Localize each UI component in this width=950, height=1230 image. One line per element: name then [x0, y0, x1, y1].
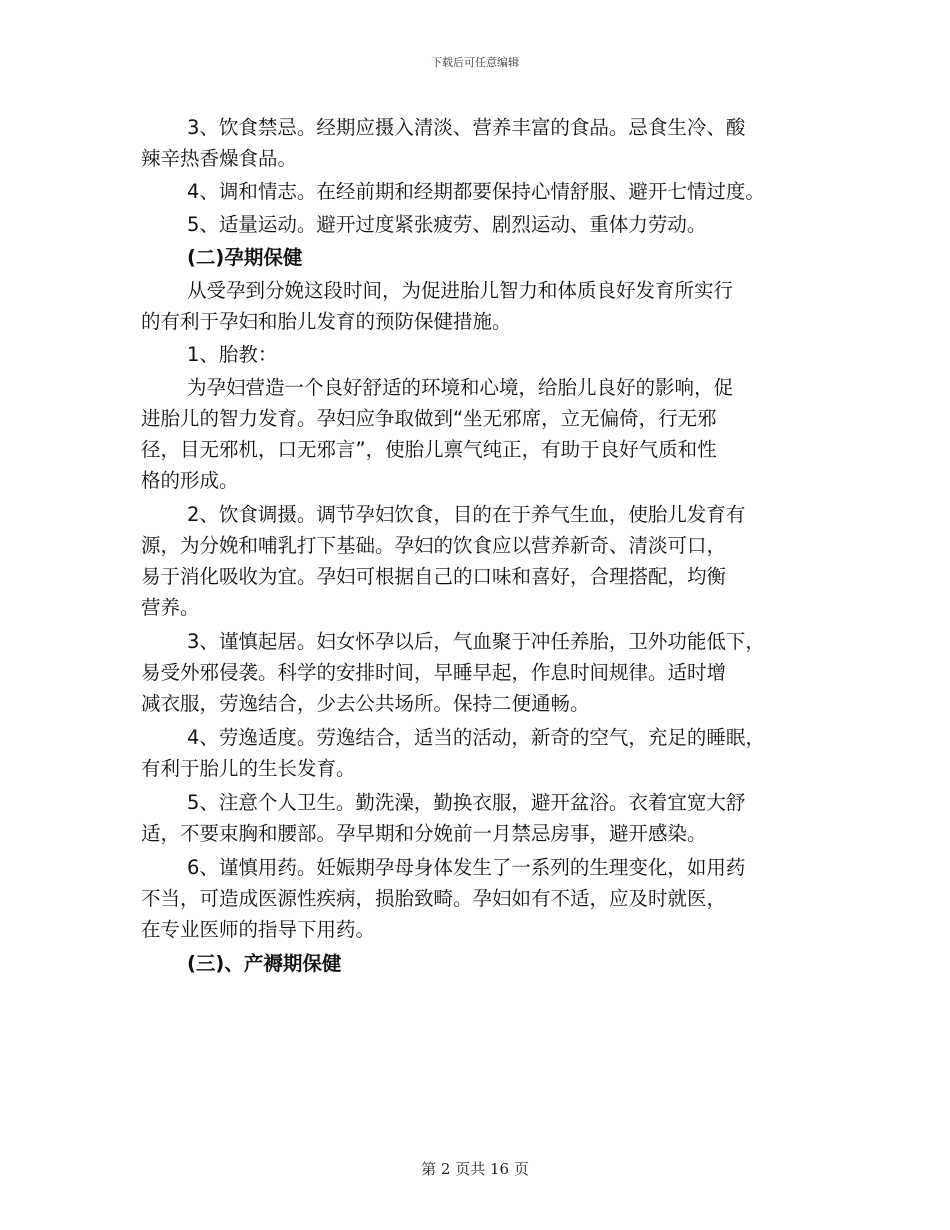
paragraph-line: 2、饮食调摄。调节孕妇饮食，目的在于养气生血，使胎儿发育有	[187, 503, 746, 526]
paragraph-medication	[141, 852, 841, 945]
paragraph-emotion	[141, 176, 841, 207]
paragraph-line: 适，不要束胸和腰部。孕早期和分娩前一月禁忌房事，避开感染。	[141, 822, 707, 845]
paragraph-line: 格的形成。	[141, 469, 239, 492]
section-heading-postpartum	[141, 948, 841, 979]
heading-text: (三)、产褥期保健	[187, 952, 342, 975]
paragraph-line: 5、适量运动。避开过度紧张疲劳、剧烈运动、重体力劳动。	[187, 213, 707, 236]
paragraph-exercise	[141, 209, 841, 240]
paragraph-line: 不当，可造成医源性疾病，损胎致畸。孕妇如有不适，应及时就医，	[141, 887, 727, 910]
paragraph-line: 源，为分娩和哺乳打下基础。孕妇的饮食应以营养新奇、清淡可口，	[141, 534, 727, 557]
paragraph-line: 1、胎教：	[187, 343, 278, 366]
paragraph-line: 6、谨慎用药。妊娠期孕母身体发生了一系列的生理变化，如用药	[187, 856, 746, 879]
paragraph-line: 在专业医师的指导下用药。	[141, 918, 376, 941]
paragraph-line: 减衣服，劳逸结合，少去公共场所。保持二便通畅。	[141, 692, 590, 715]
paragraph-line: 3、饮食禁忌。经期应摄入清淡、营养丰富的食品。忌食生冷、酸	[187, 116, 746, 139]
paragraph-line: 易于消化吸收为宜。孕妇可根据自己的口味和喜好，合理搭配，均衡	[141, 565, 727, 588]
paragraph-line: 辣辛热香燥食品。	[141, 147, 298, 170]
paragraph-line: 进胎儿的智力发育。孕妇应争取做到“坐无邪席，立无偏倚，行无邪	[141, 407, 717, 430]
paragraph-line: 5、注意个人卫生。勤洗澡，勤换衣服，避开盆浴。衣着宜宽大舒	[187, 791, 746, 814]
document-body	[141, 112, 841, 979]
paragraph-line: 的有利于孕妇和胎儿发育的预防保健措施。	[141, 310, 512, 333]
paragraph-line: 4、劳逸适度。劳逸结合，适当的活动，新奇的空气，充足的睡眠，	[187, 726, 765, 749]
paragraph-line: 有利于胎儿的生长发育。	[141, 757, 356, 780]
page-footer: 第 2 页共 16 页	[421, 1160, 529, 1178]
paragraph-line: 径，目无邪机，口无邪言”，使胎儿禀气纯正，有助于良好气质和性	[141, 438, 717, 461]
paragraph-line: 易受外邪侵袭。科学的安排时间，早睡早起，作息时间规律。适时增	[141, 661, 727, 684]
heading-text: (二)孕期保健	[187, 246, 303, 269]
page-header: 下载后可任意编辑	[431, 56, 519, 69]
paragraph-prenatal-education	[141, 372, 841, 496]
paragraph-line: 营养。	[141, 596, 200, 619]
paragraph-hygiene	[141, 787, 841, 849]
paragraph-pregnancy-intro	[141, 275, 841, 337]
paragraph-line: 3、谨慎起居。妇女怀孕以后，气血聚于冲任养胎，卫外功能低下，	[187, 630, 765, 653]
paragraph-diet-taboo	[141, 112, 841, 174]
paragraph-prenatal-education-title	[141, 339, 841, 370]
paragraph-diet-regulation	[141, 499, 841, 623]
paragraph-rest-balance	[141, 722, 841, 784]
paragraph-line: 4、调和情志。在经前期和经期都要保持心情舒服、避开七情过度。	[187, 180, 765, 203]
paragraph-line: 从受孕到分娩这段时间，为促进胎儿智力和体质良好发育所实行	[187, 279, 734, 302]
paragraph-line: 为孕妇营造一个良好舒适的环境和心境，给胎儿良好的影响，促	[187, 376, 734, 399]
paragraph-daily-living	[141, 626, 841, 719]
section-heading-pregnancy	[141, 242, 841, 273]
